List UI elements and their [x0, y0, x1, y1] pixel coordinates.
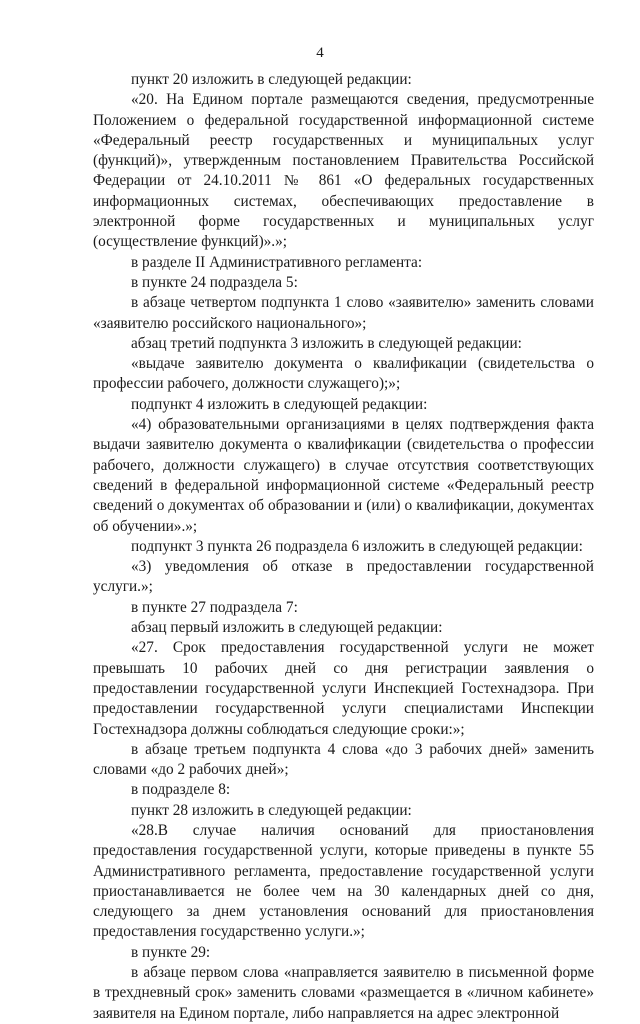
- document-body: [93, 70, 594, 1024]
- paragraph-18: «28.В случае наличия оснований для приостановления предоставления государственной услуги, которые приведены в пункте 55 Административного регламента, предоставление государственной услуги приостанавливается не более чем на 30 календарных дней со дня, следующего за днем установления оснований для приостановления предоставления государственно услуги.»;: [93, 821, 594, 941]
- paragraph-9: «4) образовательными организациями в целях подтверждения факта выдачи заявителю документа о квалификации (свидетельства о профессии рабочего, должности служащего) в случае отсутствия соответствующих сведений в федеральной информационной системе «Федеральный реестр сведений о документах об образовании и (или) о квалификации, документах об обучении».»;: [93, 416, 594, 535]
- paragraph-2: «20. На Едином портале размещаются сведения, предусмотренные Положением о федеральной государственной информационной системе «Федеральный реестр государственных и муниципальных услуг (функций)», утвержденным постановлением Правительства Российской Федерации от 24.10.2011 № 861 «О федеральных государственных информационных системах, обеспечивающих предоставление в электронной форме государственных и муниципальных услуг (осуществление функций)».»;: [93, 91, 594, 251]
- paragraph-12: в пункте 27 подраздела 7:: [131, 598, 298, 616]
- paragraph-5: в абзаце четвертом подпункта 1 слово «заявителю» заменить словами «заявителю российского национального»;: [93, 294, 594, 332]
- paragraph-19: в пункте 29:: [131, 943, 211, 961]
- paragraph-8: подпункт 4 изложить в следующей редакции:: [131, 395, 428, 413]
- paragraph-1: пункт 20 изложить в следующей редакции:: [131, 71, 412, 88]
- paragraph-13: абзац первый изложить в следующей редакции:: [131, 619, 443, 637]
- paragraph-17: пункт 28 изложить в следующей редакции:: [131, 801, 412, 819]
- paragraph-11: «3) уведомления об отказе в предоставлении государственной услуги.»;: [93, 558, 594, 596]
- paragraph-6: абзац третий подпункта 3 изложить в следующей редакции:: [131, 334, 522, 352]
- paragraph-4: в пункте 24 подраздела 5:: [131, 273, 298, 291]
- paragraph-10: подпункт 3 пункта 26 подраздела 6 изложить в следующей редакции:: [131, 537, 583, 555]
- paragraph-15: в абзаце третьем подпункта 4 слова «до 3 рабочих дней» заменить словами «до 2 рабочих дней»;: [93, 740, 594, 779]
- paragraph-16: в подразделе 8:: [131, 781, 231, 799]
- paragraph-20: в абзаце первом слова «направляется заявителю в письменной форме в трехдневный срок» заменить словами «размещается в «личном кабинете» заявителя на Едином портале, либо направляется на адрес электронной: [93, 964, 594, 1022]
- paragraph-7: «выдаче заявителю документа о квалификации (свидетельства о профессии рабочего, должности служащего);»;: [93, 355, 594, 393]
- paragraph-3: в разделе II Административного регламента:: [131, 253, 423, 271]
- paragraph-14: «27. Срок предоставления государственной услуги не может превышать 10 рабочих дней со дня регистрации заявления о предоставлении государственной услуги Инспекцией Гостехнадзора. При предоставлении государственной услуги специалистами Инспекции Гостехнадзора должны соблюдаться следующие сроки:»;: [93, 639, 594, 738]
- page-number: 4: [316, 45, 324, 61]
